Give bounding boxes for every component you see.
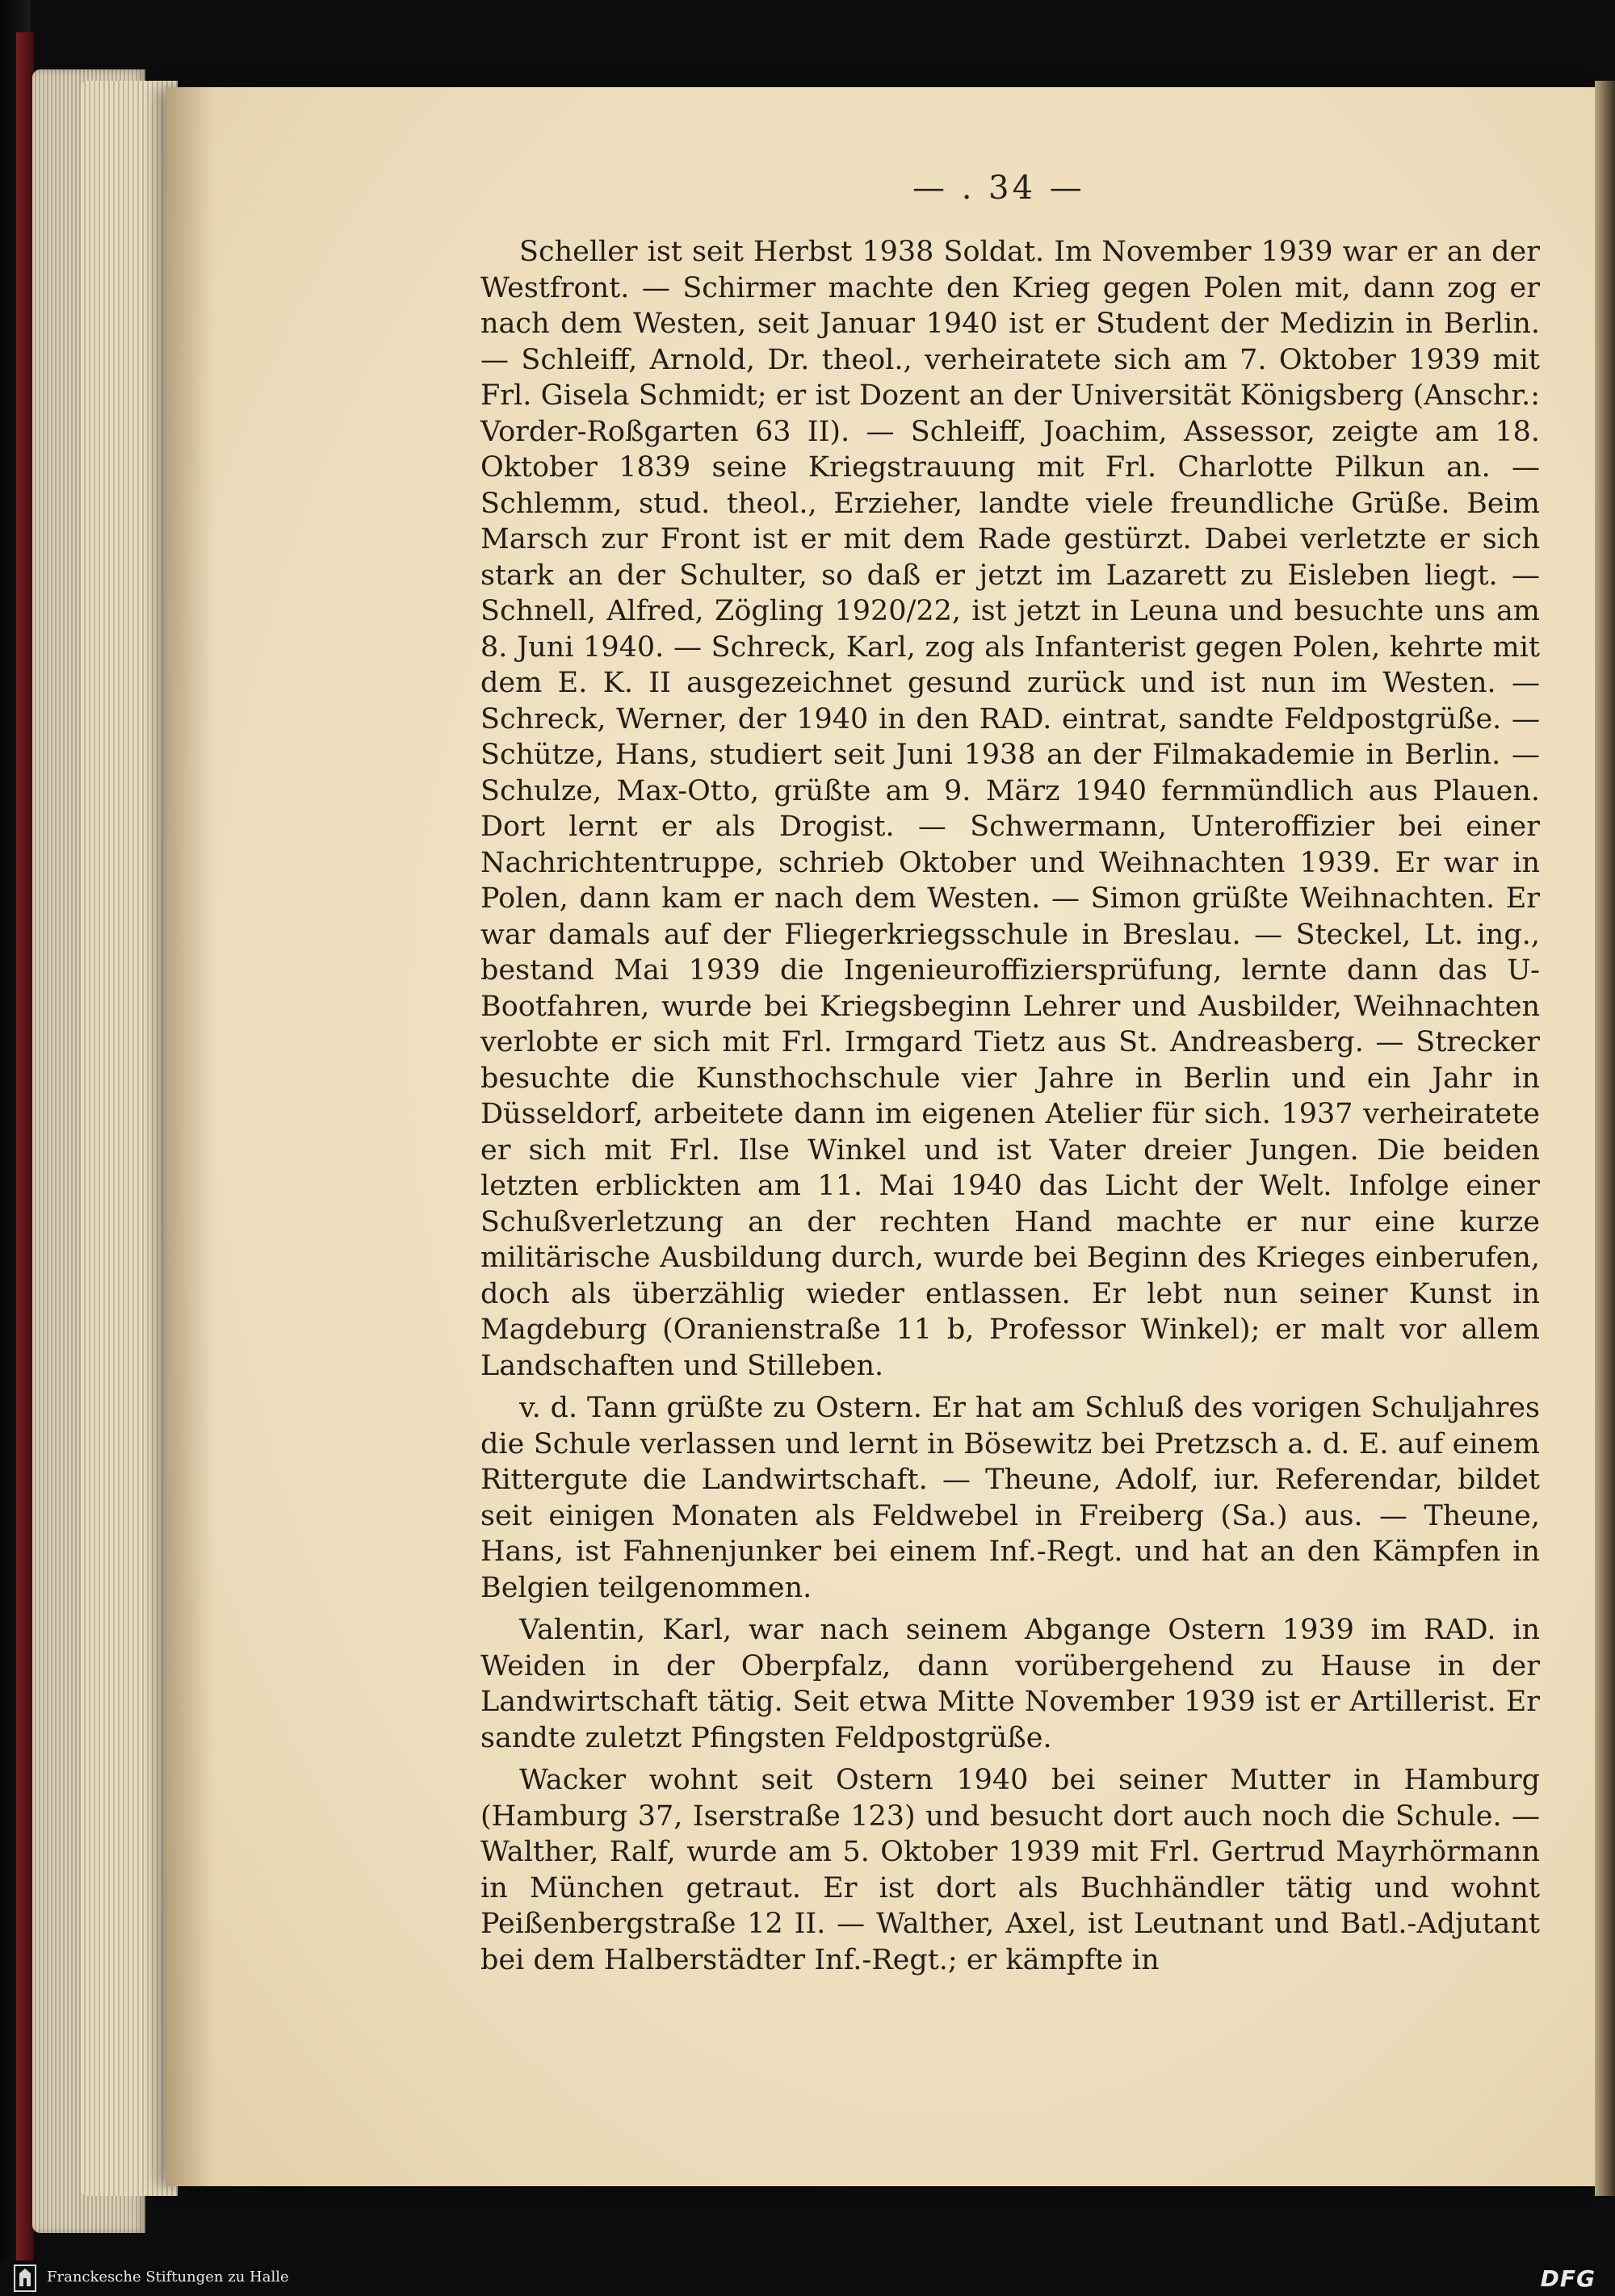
page-number: — . 34 — — [912, 170, 1085, 207]
paragraph: Wacker wohnt seit Ostern 1940 bei seiner Mutter in Hamburg (Hamburg 37, Iserstraße 123) und besucht dort auch noch die Schule. — Walther, Ralf, wurde am 5. Oktober 1939 mit Frl. Gertrud Mayrhörmann in München getraut. Er ist dort als Buchhändler tätig und wohnt Peißenbergstraße 12 II. — Walther, Axel, ist Leutnant und Batl.-Adjutant bei dem Halberstädter Inf.-Regt.; er kämpfte in — [480, 1764, 1540, 1976]
paragraph: v. d. Tann grüßte zu Ostern. Er hat am Schluß des vorigen Schuljahres die Schule verlassen und lernt in Bösewitz bei Pretzsch a. d. E. auf einem Rittergute die Landwirtschaft. — Theune, Adolf, iur. Referendar, bildet seit einigen Monaten als Feldwebel in Freiberg (Sa.) aus. — Theune, Hans, ist Fahnenjunker bei einem Inf.-Regt. und hat an den Kämpfen in Belgien teilgenommen. — [480, 1392, 1540, 1604]
page-gutter-shadow — [166, 87, 214, 2186]
paragraph: Valentin, Karl, war nach seinem Abgange Ostern 1939 im RAD. in Weiden in der Oberpfalz, dann vorübergehend zu Hause in der Landwirtschaft tätig. Seit etwa Mitte November 1939 ist er Artillerist. Er sandte zuletzt Pfingsten Feldpostgrüße. — [480, 1614, 1540, 1754]
institution-name: Franckesche Stiftungen zu Halle — [47, 2269, 289, 2286]
text-block — [480, 234, 1540, 1978]
page-stack-top — [81, 81, 178, 2196]
footer-bar — [0, 2260, 1615, 2296]
institution-logo-icon — [13, 2264, 37, 2293]
paragraph: Scheller ist seit Herbst 1938 Soldat. Im November 1939 war er an der Westfront. — Schirmer machte den Krieg gegen Polen mit, dann zog er nach dem Westen, seit Januar 1940 ist er Student der Medizin in Berlin. — Schleiff, Arnold, Dr. theol., verheiratete sich am 7. Oktober 1939 mit Frl. Gisela Schmidt; er ist Dozent an der Universität Königsberg (Anschr.: Vorder-Roßgarten 63 II). — Schleiff, Joachim, Assessor, zeigte am 18. Oktober 1839 seine Kriegstrauung mit Frl. Charlotte Pilkun an. — Schlemm, stud. theol., Erzieher, landte viele freundliche Grüße. Beim Marsch zur Front ist er mit dem Rade gestürzt. Dabei verletzte er sich stark an der Schulter, so daß er jetzt im Lazarett zu Eisleben liegt. — Schnell, Alfred, Zögling 1920/22, ist jetzt in Leuna und besuchte uns am 8. Juni 1940. — Schreck, Karl, zog als Infanterist gegen Polen, kehrte mit dem E. K. II ausgezeichnet gesund zurück und ist nun im Westen. — Schreck, Werner, der 1940 in den RAD. eintrat, sandte Feldpostgrüße. — Schütze, Hans, studiert seit Juni 1938 an der Filmakademie in Berlin. — Schulze, Max-Otto, grüßte am 9. März 1940 fernmündlich aus Plauen. Dort lernt er als Drogist. — Schwermann, Unteroffizier bei einer Nachrichtentruppe, schrieb Oktober und Weihnachten 1939. Er war in Polen, dann kam er nach dem Westen. — Simon grüßte Weihnachten. Er war damals auf der Fliegerkriegsschule in Breslau. — Steckel, Lt. ing., bestand Mai 1939 die Ingenieuroffiziersprüfung, lernte dann das U-Bootfahren, wurde bei Kriegsbeginn Lehrer und Ausbilder, Weihnachten verlobte er sich mit Frl. Irmgard Tietz aus St. Andreasberg. — Strecker besuchte die Kunsthochschule vier Jahre in Berlin und ein Jahr in Düsseldorf, arbeitete dann im eigenen Atelier für sich. 1937 verheiratete er sich mit Frl. Ilse Winkel und ist Vater dreier Jungen. Die beiden letzten erblickten am 11. Mai 1940 das Licht der Welt. Infolge einer Schußverletzung an der rechten Hand machte er nur eine kurze militärische Ausbildung durch, wurde bei Beginn des Krieges einberufen, doch als überzählig wieder entlassen. Er lebt nun seiner Kunst in Magdeburg (Oranienstraße 11 b, Professor Winkel); er malt vor allem Landschaften und Stilleben. — [480, 236, 1540, 1382]
binding-cloth — [16, 32, 34, 2260]
sponsor-logo: DFG — [1540, 2265, 1596, 2292]
right-page-edge — [1595, 81, 1615, 2196]
